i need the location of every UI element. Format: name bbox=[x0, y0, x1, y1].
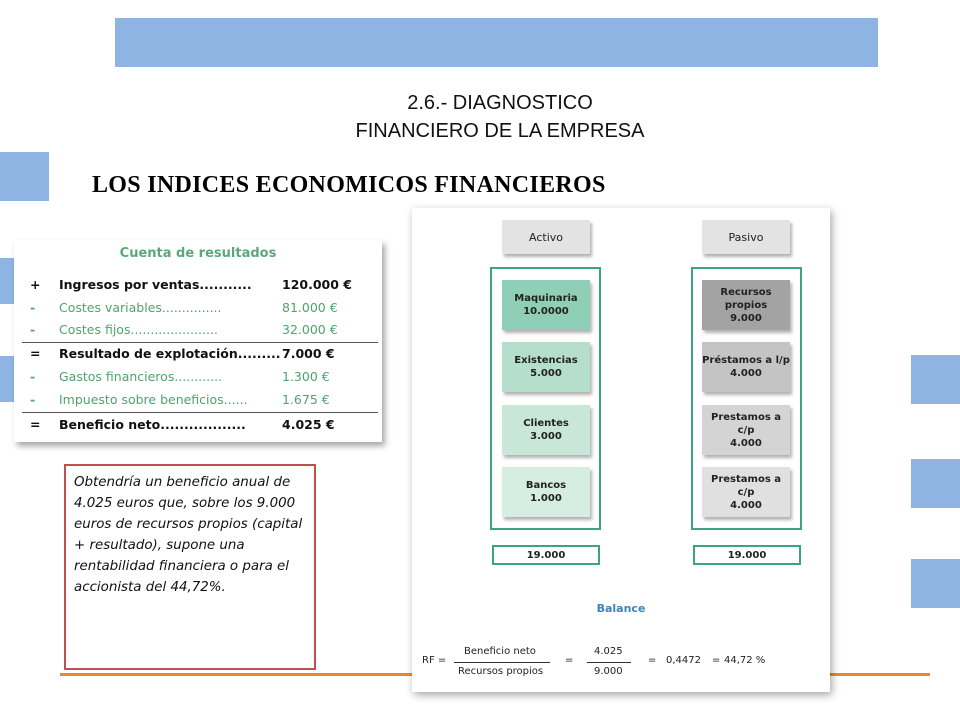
deco-square-right-3 bbox=[911, 559, 960, 608]
cuenta-row bbox=[14, 415, 382, 435]
cuenta-value: 120.000 € bbox=[282, 277, 352, 292]
deco-square-left-2 bbox=[0, 258, 14, 304]
cuenta-op: - bbox=[30, 300, 36, 315]
cuenta-divider bbox=[22, 342, 378, 343]
formula-percent: 44,72 % bbox=[724, 655, 766, 666]
activo-box-existencias bbox=[502, 342, 590, 392]
box-value: 10.0000 bbox=[523, 306, 569, 317]
box-name: Bancos bbox=[525, 480, 567, 491]
balance-label: Balance bbox=[596, 602, 646, 615]
box-value: 4.000 bbox=[730, 368, 762, 379]
box-value: 4.000 bbox=[730, 499, 762, 511]
deco-square-left-1 bbox=[0, 152, 49, 201]
formula-eq-1: = bbox=[565, 655, 574, 666]
pasivo-box-prestamos-cp-2 bbox=[702, 467, 790, 517]
box-name: Maquinaria bbox=[514, 293, 578, 304]
cuenta-row bbox=[14, 298, 382, 318]
cuenta-label: Costes variables............... bbox=[59, 300, 222, 315]
pasivo-box-prestamos-cp-1 bbox=[702, 405, 790, 455]
deco-square-right-2 bbox=[911, 459, 960, 508]
cuenta-op: - bbox=[30, 322, 36, 337]
box-value: 9.000 bbox=[730, 312, 762, 324]
formula-denominator-value: 9.000 bbox=[594, 666, 623, 677]
cuenta-label: Beneficio neto.................. bbox=[59, 417, 246, 432]
formula-denominator-label: Recursos propios bbox=[458, 666, 544, 677]
pasivo-box-recursos-propios bbox=[702, 280, 790, 330]
box-value: 4.000 bbox=[730, 437, 762, 449]
pasivo-header: Pasivo bbox=[702, 220, 790, 254]
title-line-2: FINANCIERO DE LA EMPRESA bbox=[355, 120, 645, 142]
pasivo-total: 19.000 bbox=[693, 545, 801, 565]
cuenta-value: 7.000 € bbox=[282, 346, 335, 361]
formula-numerator-value: 4.025 bbox=[594, 646, 623, 657]
activo-box-bancos bbox=[502, 467, 590, 517]
cuenta-title: Cuenta de resultados bbox=[119, 246, 277, 261]
cuenta-value: 32.000 € bbox=[282, 322, 338, 337]
cuenta-op: + bbox=[30, 277, 41, 292]
activo-header: Activo bbox=[502, 220, 590, 254]
explanation-note: Obtendría un beneficio anual de 4.025 euros que, sobre los 9.000 euros de recursos propios (capital + resultado), supone una rentabilidad financiera o para el accionista del 44,72%. bbox=[64, 464, 316, 670]
formula-eq-3: = bbox=[712, 655, 721, 666]
box-value: 1.000 bbox=[530, 493, 562, 504]
cuenta-op: = bbox=[30, 346, 41, 361]
box-name: Prestamos a c/p bbox=[711, 473, 781, 498]
cuenta-value: 4.025 € bbox=[282, 417, 335, 432]
box-value: 5.000 bbox=[530, 368, 562, 379]
balance-diagram bbox=[412, 208, 830, 692]
box-name: Préstamos a l/p bbox=[702, 355, 790, 366]
activo-total: 19.000 bbox=[492, 545, 600, 565]
cuenta-label: Ingresos por ventas........... bbox=[59, 277, 252, 292]
cuenta-row bbox=[14, 320, 382, 340]
box-name: Existencias bbox=[514, 355, 578, 366]
cuenta-value: 81.000 € bbox=[282, 300, 338, 315]
cuenta-op: = bbox=[30, 417, 41, 432]
cuenta-op: - bbox=[30, 392, 36, 407]
cuenta-row bbox=[14, 367, 382, 387]
cuenta-row bbox=[14, 390, 382, 410]
cuenta-row bbox=[14, 275, 382, 295]
top-banner bbox=[115, 18, 878, 67]
box-name: Clientes bbox=[523, 418, 569, 429]
cuenta-label: Gastos financieros............ bbox=[59, 369, 223, 384]
title-line-1: 2.6.- DIAGNOSTICO bbox=[407, 92, 593, 114]
deco-square-right-1 bbox=[911, 355, 960, 404]
box-name: Prestamos a c/p bbox=[711, 411, 781, 436]
activo-box-maquinaria bbox=[502, 280, 590, 330]
cuenta-row bbox=[14, 344, 382, 364]
formula-fraction-line bbox=[454, 662, 550, 663]
formula-numerator-label: Beneficio neto bbox=[464, 646, 536, 657]
pasivo-box-prestamos-lp bbox=[702, 342, 790, 392]
box-name: Recursos propios bbox=[720, 286, 772, 311]
formula-eq-2: = bbox=[648, 655, 657, 666]
box-value: 3.000 bbox=[530, 431, 562, 442]
cuenta-value: 1.300 € bbox=[282, 369, 330, 384]
rf-label: RF = bbox=[422, 655, 447, 666]
activo-box-clientes bbox=[502, 405, 590, 455]
cuenta-label: Costes fijos...................... bbox=[59, 322, 218, 337]
formula-fraction-line-2 bbox=[587, 662, 631, 663]
cuenta-label: Impuesto sobre beneficios...... bbox=[59, 392, 248, 407]
section-heading: LOS INDICES ECONOMICOS FINANCIEROS bbox=[92, 172, 606, 198]
deco-square-left-3 bbox=[0, 356, 14, 402]
cuenta-resultados-table bbox=[14, 240, 382, 442]
cuenta-label: Resultado de explotación......... bbox=[59, 346, 281, 361]
cuenta-value: 1.675 € bbox=[282, 392, 330, 407]
formula-result: 0,4472 bbox=[666, 655, 701, 666]
cuenta-divider bbox=[22, 412, 378, 413]
cuenta-op: - bbox=[30, 369, 36, 384]
